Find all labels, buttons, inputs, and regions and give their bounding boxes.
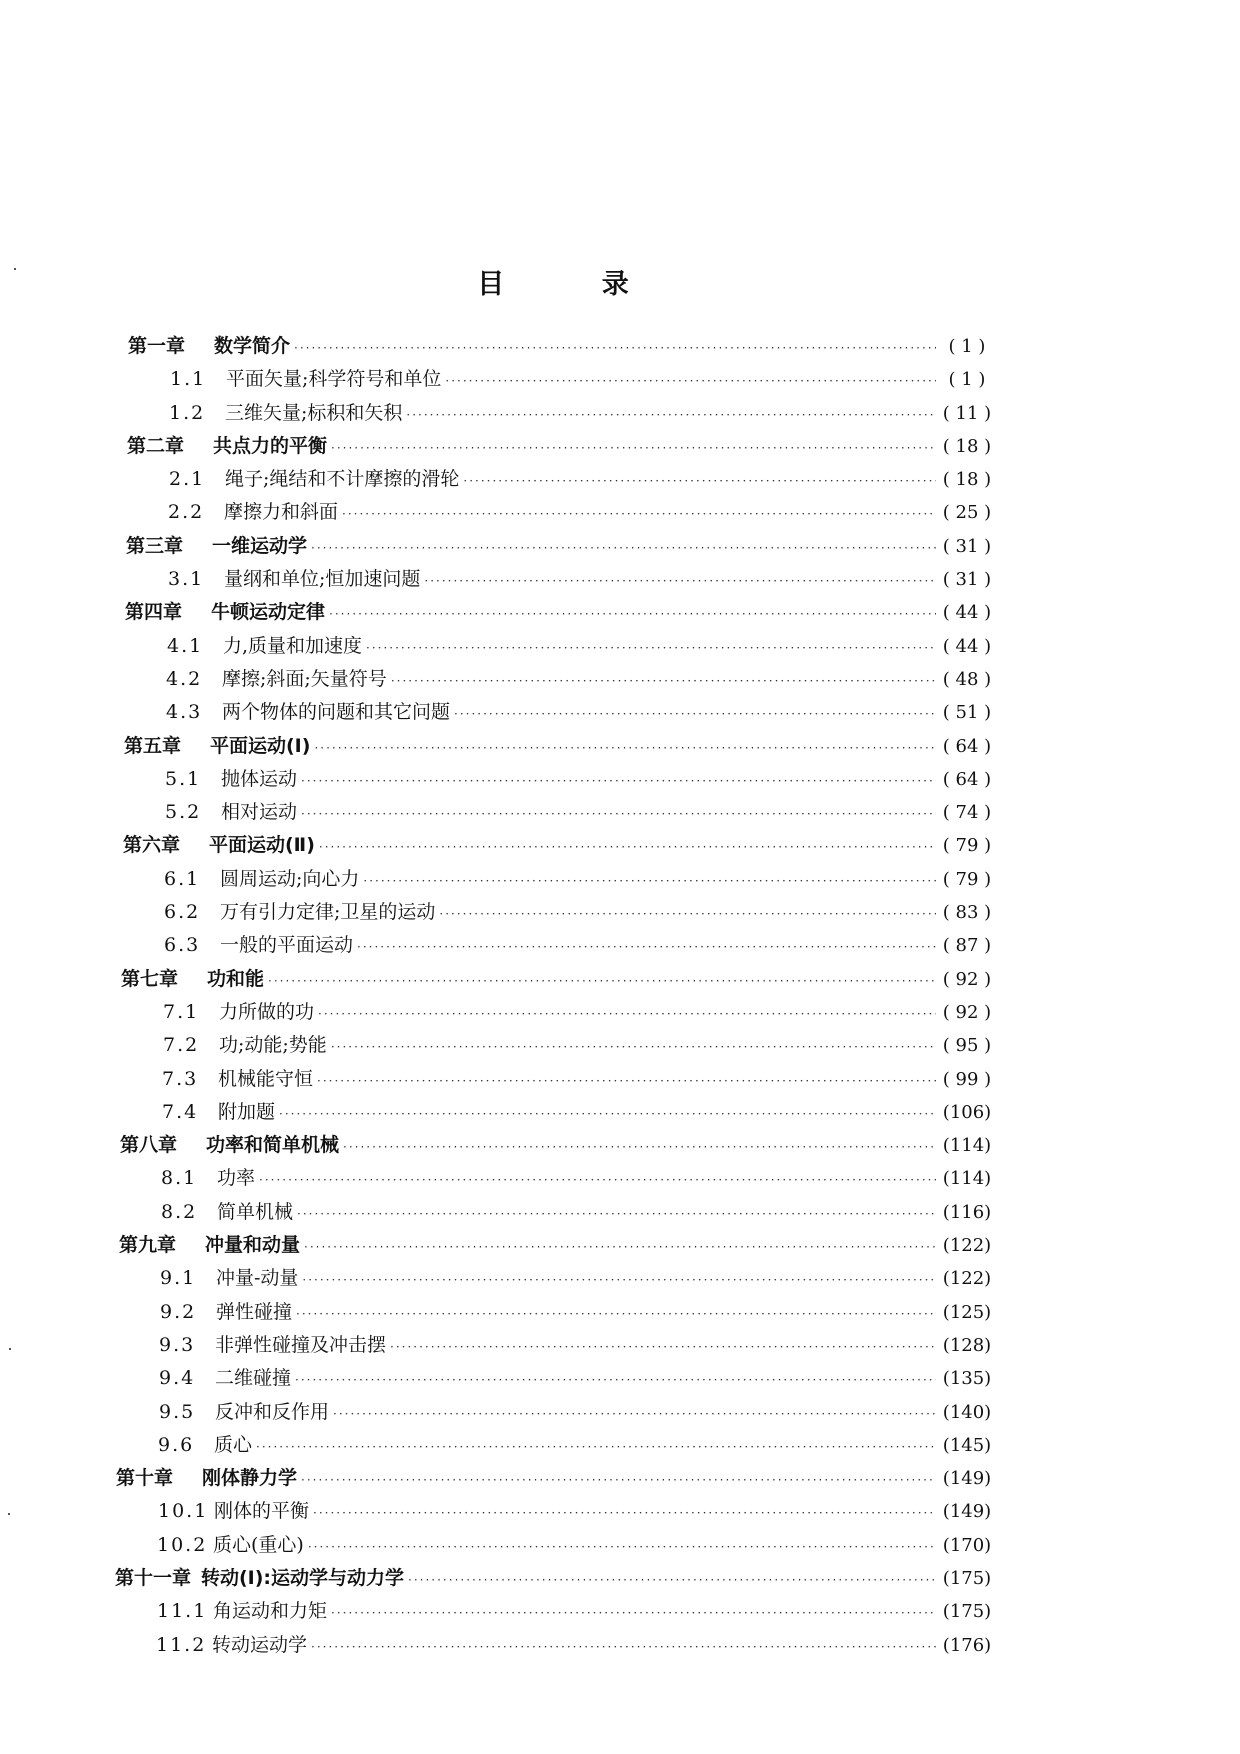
entry-number: 第一章 — [128, 335, 186, 357]
entry-page: (116) — [942, 1201, 992, 1223]
entry-number: 第十一章 — [115, 1566, 192, 1589]
entry-title: 一般的平面运动 — [220, 934, 354, 957]
leader-dots — [308, 1531, 936, 1564]
scan-speck — [9, 1348, 11, 1350]
entry-number: 7.3 — [162, 1067, 199, 1090]
entry-number: 4.2 — [166, 667, 203, 690]
entry-number: 8.1 — [161, 1167, 198, 1190]
entry-page: ( 31 ) — [942, 535, 992, 557]
entry-title: 质心 — [214, 1433, 253, 1456]
toc-section-entry — [124, 663, 998, 696]
entry-number: 4.3 — [166, 701, 203, 724]
leader-dots — [333, 1398, 936, 1431]
entry-page: (145) — [942, 1434, 992, 1456]
entry-title: 非弹性碰撞及冲击摆 — [215, 1333, 387, 1356]
entry-page: ( 44 ) — [942, 635, 992, 657]
entry-title: 功;动能;势能 — [219, 1034, 327, 1057]
leader-dots — [406, 399, 936, 432]
entry-page: ( 79 ) — [942, 835, 992, 857]
toc-chapter-entry — [121, 963, 998, 996]
entry-page: ( 1 ) — [948, 336, 986, 357]
toc-section-entry — [115, 1595, 998, 1628]
leader-dots — [301, 1464, 936, 1497]
toc-section-entry — [117, 1362, 998, 1395]
leader-dots — [331, 432, 936, 465]
entry-title: 绳子;绳结和不计摩擦的滑轮 — [225, 468, 460, 491]
entry-page: (170) — [942, 1534, 992, 1556]
entry-title: 相对运动 — [221, 801, 298, 824]
leader-dots — [311, 532, 936, 565]
entry-number: 6.1 — [164, 867, 201, 890]
entry-title: 冲量和动量 — [205, 1234, 301, 1257]
toc-section-entry — [127, 397, 998, 430]
leader-dots — [297, 1198, 936, 1231]
leader-dots — [311, 1631, 936, 1664]
toc-section-entry — [116, 1495, 998, 1528]
entry-page: (114) — [942, 1135, 992, 1157]
entry-number: 9.4 — [159, 1367, 196, 1390]
toc-section-entry — [120, 1063, 998, 1096]
entry-page: ( 92 ) — [942, 1001, 992, 1023]
leader-dots — [259, 1164, 936, 1197]
leader-dots — [445, 365, 936, 398]
entry-number: 第六章 — [123, 834, 181, 857]
toc-chapter-entry — [128, 330, 998, 363]
entry-page: ( 25 ) — [942, 502, 992, 524]
entry-title: 万有引力定律;卫星的运动 — [220, 901, 436, 924]
entry-number: 7.1 — [163, 1000, 200, 1023]
entry-number: 第四章 — [125, 601, 183, 624]
entry-page: (128) — [942, 1334, 992, 1356]
leader-dots — [454, 698, 936, 731]
entry-page: ( 51 ) — [942, 702, 992, 724]
entry-page: ( 18 ) — [942, 469, 992, 491]
entry-page: (140) — [942, 1401, 992, 1423]
leader-dots — [331, 1597, 936, 1630]
toc-section-entry — [125, 630, 998, 663]
entry-number: 5.2 — [165, 801, 202, 824]
entry-page: (114) — [942, 1168, 992, 1190]
toc-section-entry — [119, 1196, 998, 1229]
toc-section-entry — [117, 1396, 998, 1429]
entry-number: 第七章 — [121, 967, 179, 990]
toc-section-entry — [114, 1629, 998, 1662]
entry-number: 第五章 — [124, 734, 182, 757]
entry-title: 刚体的平衡 — [214, 1500, 310, 1523]
entry-title: 转动运动学 — [212, 1633, 308, 1656]
entry-number: 3.1 — [168, 568, 205, 591]
entry-number: 10.1 — [158, 1500, 209, 1523]
toc-section-entry — [119, 1162, 998, 1195]
toc-section-entry — [117, 1329, 998, 1362]
leader-dots — [301, 765, 936, 798]
entry-title: 牛顿运动定律 — [211, 601, 326, 624]
leader-dots — [366, 632, 936, 665]
toc-chapter-entry — [116, 1462, 998, 1495]
entry-page: (176) — [942, 1634, 992, 1656]
leader-dots — [319, 831, 936, 864]
entry-page: ( 18 ) — [942, 435, 992, 457]
toc-section-entry — [124, 696, 998, 729]
leader-dots — [313, 1497, 936, 1530]
entry-title: 力所做的功 — [219, 1000, 315, 1023]
entry-page: ( 64 ) — [942, 768, 992, 790]
entry-title: 反冲和反作用 — [215, 1400, 330, 1423]
entry-title: 一维运动学 — [212, 534, 308, 557]
entry-title: 附加题 — [218, 1100, 276, 1123]
entry-page: (149) — [942, 1468, 992, 1490]
entry-page: ( 74 ) — [942, 802, 992, 824]
entry-number: 9.5 — [159, 1400, 196, 1423]
entry-number: 9.6 — [158, 1433, 195, 1456]
leader-dots — [301, 798, 936, 831]
toc-section-entry — [121, 996, 998, 1029]
leader-dots — [318, 998, 936, 1031]
entry-title: 平面矢量;科学符号和单位 — [226, 368, 442, 391]
entry-number: 9.2 — [160, 1300, 197, 1323]
toc-chapter-entry — [125, 596, 998, 629]
entry-page: ( 64 ) — [942, 735, 992, 757]
entry-number: 1.2 — [169, 401, 206, 424]
entry-number: 7.2 — [163, 1034, 200, 1057]
scan-speck — [14, 268, 16, 270]
leader-dots — [302, 1264, 936, 1297]
entry-page: ( 87 ) — [942, 935, 992, 957]
entry-title: 三维矢量;标积和矢积 — [225, 401, 403, 424]
entry-title: 简单机械 — [217, 1200, 294, 1223]
toc-section-entry — [118, 1296, 998, 1329]
entry-title: 刚体静力学 — [202, 1467, 298, 1490]
entry-title: 圆周运动;向心力 — [220, 867, 360, 890]
entry-page: ( 92 ) — [942, 968, 992, 990]
entry-page: ( 83 ) — [942, 902, 992, 924]
leader-dots — [304, 1231, 936, 1264]
leader-dots — [256, 1431, 936, 1464]
entry-page: ( 79 ) — [942, 868, 992, 890]
leader-dots — [268, 965, 936, 998]
leader-dots — [314, 732, 936, 765]
entry-title: 二维碰撞 — [215, 1367, 292, 1390]
toc-section-entry — [118, 1262, 998, 1295]
entry-title: 两个物体的问题和其它问题 — [222, 701, 451, 724]
toc-section-entry — [122, 863, 998, 896]
entry-title: 转动(Ⅰ):运动学与动力学 — [201, 1566, 405, 1589]
leader-dots — [331, 1031, 936, 1064]
entry-number: 11.1 — [157, 1600, 208, 1623]
leader-dots — [424, 565, 936, 598]
toc-chapter-entry — [119, 1229, 998, 1262]
entry-number: 9.3 — [159, 1333, 196, 1356]
entry-title: 数学简介 — [214, 335, 291, 357]
entry-title: 抛体运动 — [221, 767, 298, 790]
scan-speck — [8, 1513, 10, 1515]
entry-number: 第八章 — [120, 1134, 178, 1157]
entry-page: (175) — [942, 1567, 992, 1589]
entry-page: (135) — [942, 1368, 992, 1390]
entry-title: 冲量-动量 — [216, 1267, 299, 1290]
leader-dots — [294, 332, 936, 365]
leader-dots — [329, 598, 936, 631]
entry-title: 功率 — [217, 1167, 256, 1190]
entry-page: ( 31 ) — [942, 569, 992, 591]
leader-dots — [391, 665, 936, 698]
table-of-contents — [115, 330, 998, 1662]
toc-section-entry — [126, 496, 998, 529]
toc-section-entry — [121, 1029, 998, 1062]
entry-page: (122) — [942, 1268, 992, 1290]
entry-title: 功率和简单机械 — [206, 1134, 340, 1157]
entry-page: (125) — [942, 1301, 992, 1323]
toc-chapter-entry — [120, 1129, 998, 1162]
entry-title: 机械能守恒 — [218, 1067, 314, 1090]
entry-page: ( 48 ) — [942, 668, 992, 690]
entry-title: 功和能 — [207, 967, 265, 990]
entry-page: ( 99 ) — [942, 1068, 992, 1090]
toc-section-entry — [115, 1529, 998, 1562]
toc-section-entry — [116, 1429, 998, 1462]
leader-dots — [296, 1298, 936, 1331]
toc-section-entry — [123, 796, 998, 829]
entry-number: 2.1 — [169, 468, 206, 491]
toc-chapter-entry — [124, 730, 998, 763]
entry-number: 9.1 — [160, 1267, 197, 1290]
entry-number: 10.2 — [157, 1533, 208, 1556]
leader-dots — [317, 1065, 936, 1098]
entry-page: ( 95 ) — [942, 1035, 992, 1057]
page-title: 目 录 — [477, 269, 673, 300]
entry-title: 平面运动(Ⅰ) — [210, 734, 311, 757]
toc-chapter-entry — [126, 530, 998, 563]
leader-dots — [279, 1098, 936, 1131]
entry-page: ( 44 ) — [942, 602, 992, 624]
leader-dots — [342, 498, 936, 531]
leader-dots — [390, 1331, 936, 1364]
entry-number: 第二章 — [127, 434, 185, 457]
toc-section-entry — [127, 463, 998, 496]
entry-number: 5.1 — [165, 767, 202, 790]
entry-number: 11.2 — [156, 1633, 207, 1656]
entry-title: 弹性碰撞 — [216, 1300, 293, 1323]
entry-number: 第十章 — [116, 1467, 174, 1490]
entry-number: 7.4 — [162, 1100, 199, 1123]
entry-number: 2.2 — [168, 501, 205, 524]
entry-title: 摩擦力和斜面 — [224, 501, 339, 524]
entry-title: 平面运动(Ⅱ) — [209, 834, 315, 857]
entry-number: 8.2 — [161, 1200, 198, 1223]
toc-section-entry — [126, 563, 998, 596]
entry-number: 1.1 — [170, 368, 207, 391]
entry-page: ( 11 ) — [942, 402, 992, 424]
leader-dots — [343, 1131, 936, 1164]
leader-dots — [439, 898, 936, 931]
leader-dots — [408, 1564, 936, 1597]
entry-title: 质心(重心) — [213, 1533, 304, 1556]
entry-number: 4.1 — [167, 634, 204, 657]
leader-dots — [463, 465, 936, 498]
toc-section-entry — [122, 929, 998, 962]
entry-title: 摩擦;斜面;矢量符号 — [222, 667, 387, 690]
toc-section-entry — [122, 896, 998, 929]
entry-page: (149) — [942, 1501, 992, 1523]
entry-title: 力,质量和加速度 — [223, 634, 363, 657]
entry-page: (106) — [942, 1101, 992, 1123]
leader-dots — [363, 865, 936, 898]
entry-title: 共点力的平衡 — [213, 434, 328, 457]
entry-number: 6.3 — [164, 934, 201, 957]
entry-page: ( 1 ) — [948, 369, 986, 391]
leader-dots — [295, 1364, 936, 1397]
entry-number: 第三章 — [126, 534, 184, 557]
entry-title: 量纲和单位;恒加速问题 — [224, 568, 421, 591]
entry-number: 6.2 — [164, 901, 201, 924]
toc-chapter-entry — [123, 829, 998, 862]
toc-section-entry — [128, 363, 998, 396]
entry-number: 第九章 — [119, 1234, 177, 1257]
toc-chapter-entry — [115, 1562, 998, 1595]
entry-page: (122) — [942, 1235, 992, 1257]
entry-title: 角运动和力矩 — [213, 1600, 328, 1623]
leader-dots — [357, 931, 936, 964]
toc-chapter-entry — [127, 430, 998, 463]
toc-section-entry — [123, 763, 998, 796]
toc-section-entry — [120, 1096, 998, 1129]
entry-page: (175) — [942, 1601, 992, 1623]
